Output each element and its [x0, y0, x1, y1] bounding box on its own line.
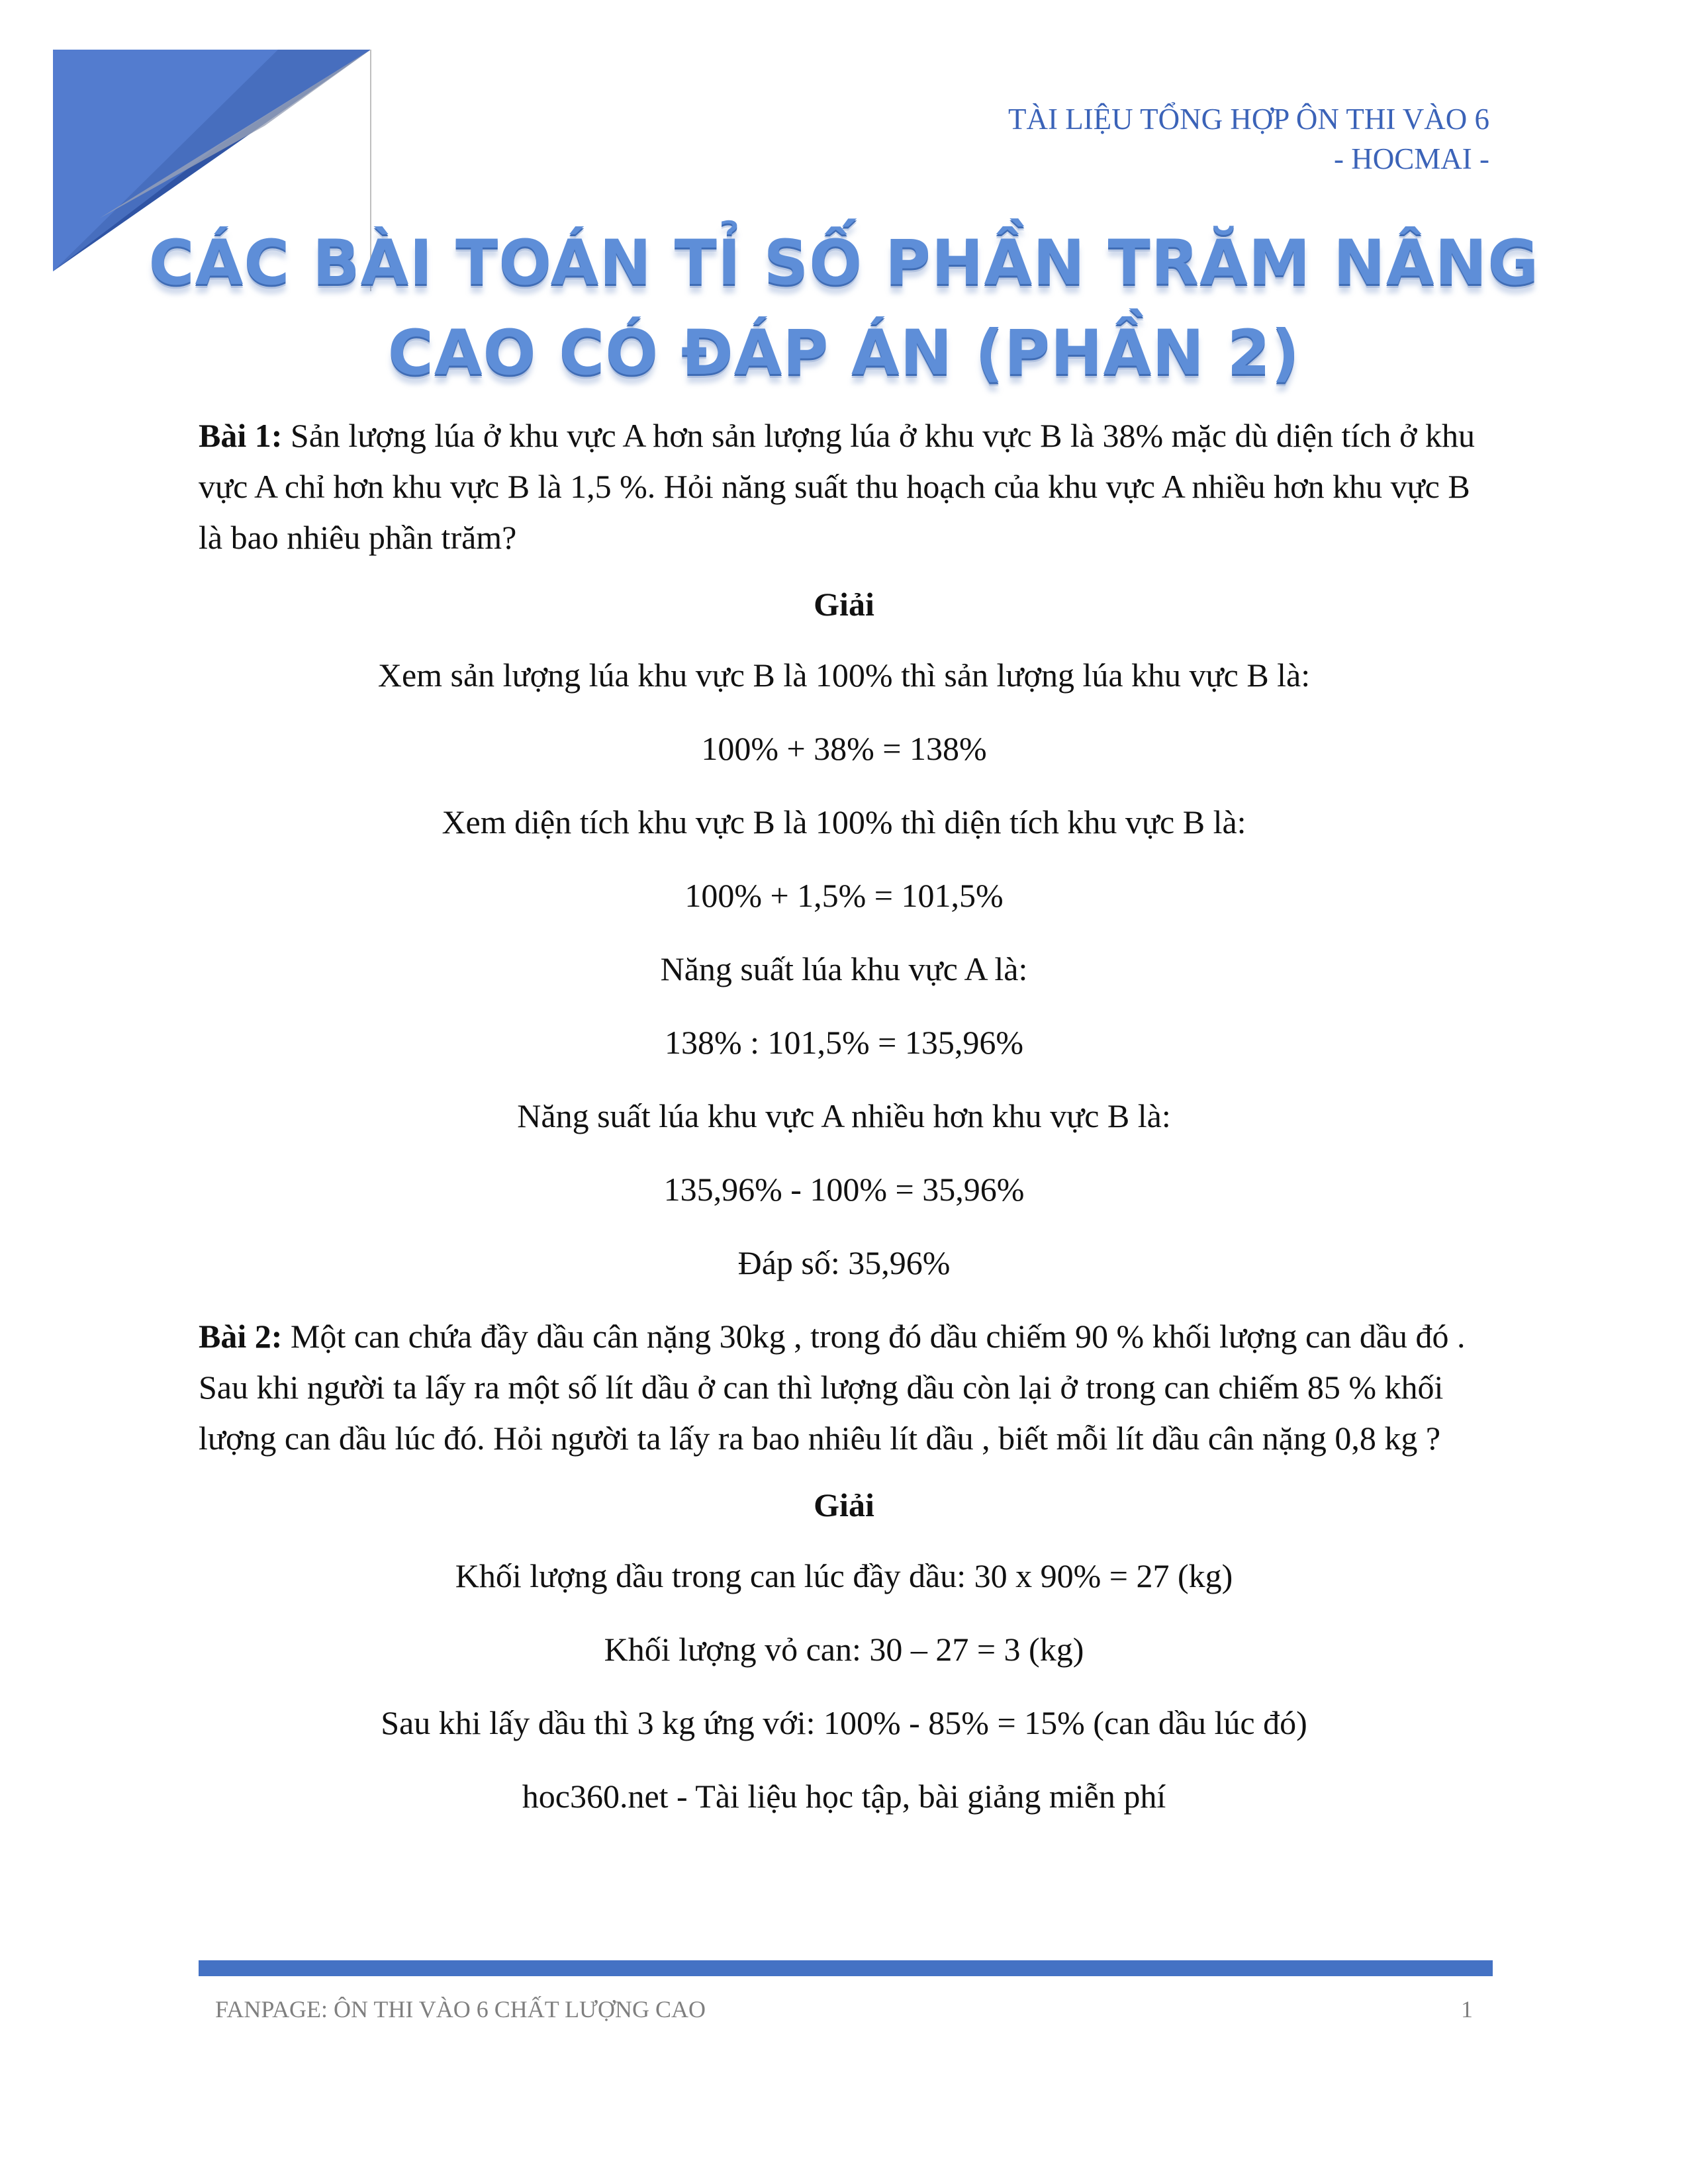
problem-1-step: 100% + 38% = 138% — [701, 730, 987, 767]
problem-1-answer: Đáp số: 35,96% — [737, 1244, 951, 1281]
title-line-1: CÁC BÀI TOÁN TỈ SỐ PHẦN TRĂM NÂNG — [148, 227, 1540, 299]
header-line-1: TÀI LIỆU TỔNG HỢP ÔN THI VÀO 6 — [1008, 103, 1489, 136]
problem-1-label: Bài 1: — [199, 417, 283, 454]
problem-2-question: Một can chứa đầy dầu cân nặng 30kg , trong đó dầu chiếm 90 % khối lượng can dầu đó . Sau khi người ta lấy ra một số lít dầu ở can thì lượng dầu còn lại ở trong can chiếm 85 % khối lượng can dầu lúc đó. Hỏi người ta lấy ra bao nhiêu lít dầu , biết mỗi lít dầu cân nặng 0,8 kg ? — [199, 1318, 1466, 1457]
footer-fanpage: FANPAGE: ÔN THI VÀO 6 CHẤT LƯỢNG CAO — [215, 1996, 706, 2023]
problem-2-step: Sau khi lấy dầu thì 3 kg ứng với: 100% - 85% = 15% (can dầu lúc đó) — [381, 1704, 1307, 1741]
problem-1-step: 138% : 101,5% = 135,96% — [664, 1024, 1024, 1061]
problem-2 — [199, 1311, 1489, 1464]
page-number: 1 — [1461, 1996, 1473, 2023]
problem-1-step: Xem sản lượng lúa khu vực B là 100% thì sản lượng lúa khu vực B là: — [377, 657, 1311, 694]
problem-2-step: Khối lượng dầu trong can lúc đầy dầu: 30 x 90% = 27 (kg) — [455, 1557, 1233, 1594]
document-body — [199, 410, 1489, 1844]
problem-1-step: Năng suất lúa khu vực A nhiều hơn khu vực B là: — [517, 1097, 1171, 1134]
problem-1-step: 100% + 1,5% = 101,5% — [684, 877, 1004, 914]
problem-2-label: Bài 2: — [199, 1318, 283, 1355]
problem-1-step: Năng suất lúa khu vực A là: — [660, 950, 1028, 987]
header-line-2: - HOCMAI - — [1334, 142, 1489, 175]
footer-divider — [199, 1960, 1493, 1976]
problem-1-step: 135,96% - 100% = 35,96% — [663, 1171, 1025, 1208]
title-line-2: CAO CÓ ĐÁP ÁN (PHẦN 2) — [387, 317, 1301, 389]
problem-1-step: Xem diện tích khu vực B là 100% thì diện tích khu vực B là: — [442, 803, 1246, 841]
page-title — [132, 218, 1556, 398]
problem-2-solution-heading: Giải — [814, 1486, 874, 1524]
problem-1-question: Sản lượng lúa ở khu vực A hơn sản lượng lúa ở khu vực B là 38% mặc dù diện tích ở khu vực A chỉ hơn khu vực B là 1,5 %. Hỏi năng suất thu hoạch của khu vực A nhiều hơn khu vực B là bao nhiêu phần trăm? — [199, 417, 1475, 556]
problem-1 — [199, 410, 1489, 563]
document-header — [1008, 99, 1489, 179]
problem-1-solution-heading: Giải — [814, 586, 874, 623]
problem-2-step: Khối lượng vỏ can: 30 – 27 = 3 (kg) — [604, 1631, 1084, 1668]
source-note: hoc360.net - Tài liệu học tập, bài giảng miễn phí — [522, 1778, 1166, 1815]
